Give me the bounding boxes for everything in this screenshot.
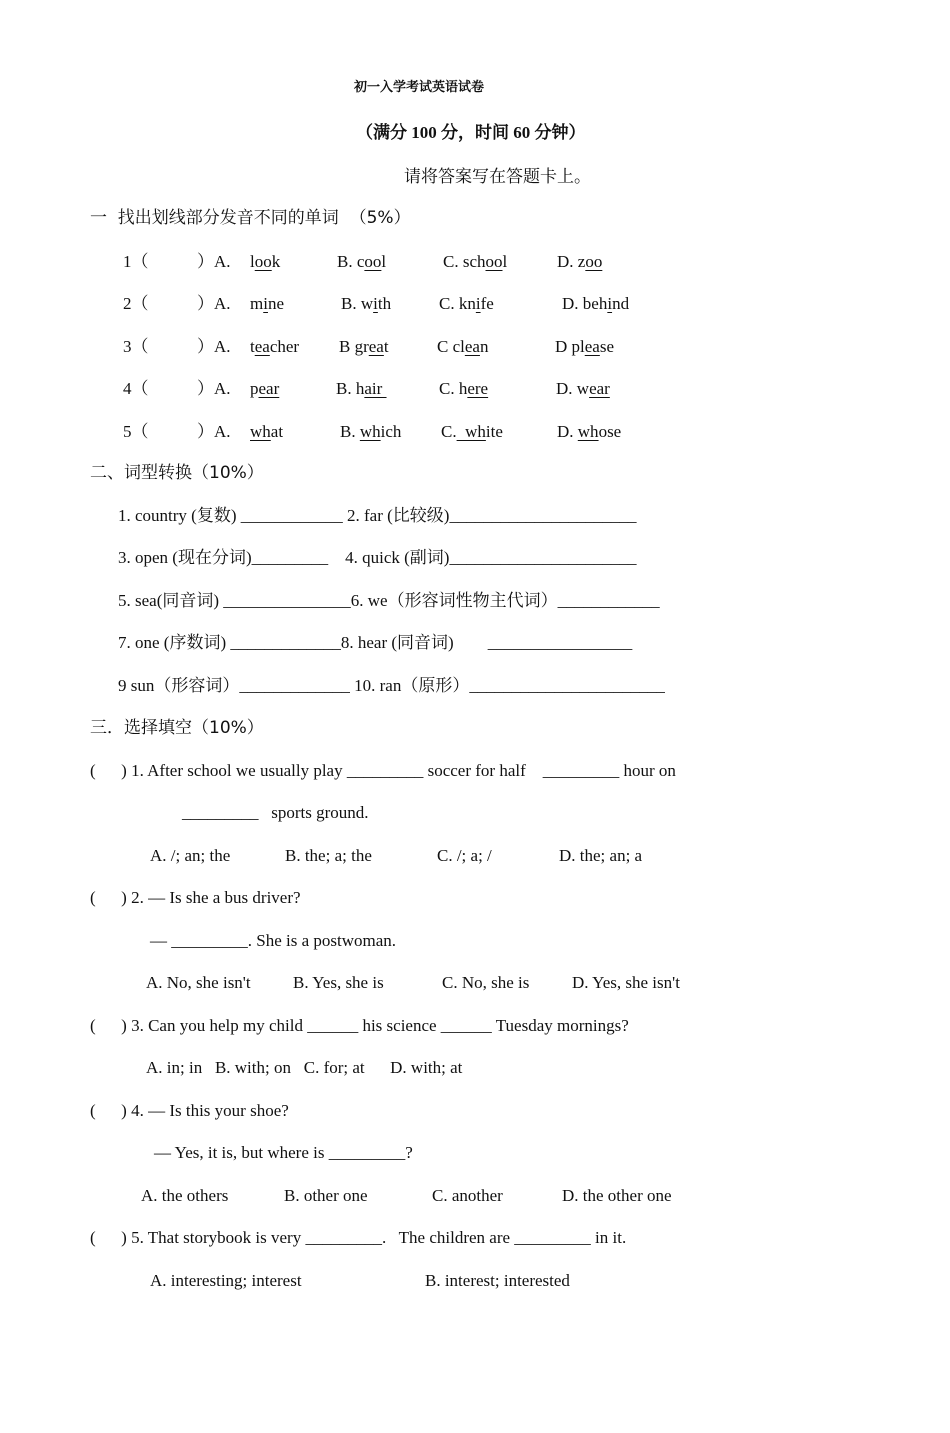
phonics-2-option-d [562, 294, 629, 314]
answer-bracket: ）A. [197, 337, 231, 356]
section1-heading: 一 找出划线部分发音不同的单词 （5%） [90, 208, 411, 228]
phonics-3-bracket [197, 337, 231, 357]
option-prefix: l [250, 252, 255, 271]
phonics-2-bracket [197, 294, 231, 314]
option-suffix: k [271, 252, 281, 271]
option-prefix: D pl [555, 337, 585, 356]
underlined-sound: wh [577, 422, 599, 441]
exam-title: 初一入学考试英语试卷 [354, 80, 485, 95]
phonics-5-option-d [557, 422, 621, 442]
phonics-3-option-c [437, 337, 488, 357]
option-suffix: ich [380, 422, 402, 441]
exam-subtitle: （满分 100 分，时间 60 分钟） [356, 123, 586, 142]
question-1-stem-cont: _________ sports ground. [182, 803, 369, 822]
option-prefix: m [250, 294, 264, 313]
option-prefix: B. w [341, 294, 374, 313]
question-3-stem: ( ) 3. Can you help my child ______ his science ______ Tuesday mornings? [90, 1016, 629, 1035]
question-2-stem: ( ) 2. — Is she a bus driver? [90, 888, 301, 907]
question-1-stem: ( ) 1. After school we usually play _________ soccer for half _________ hour on [90, 761, 676, 780]
underlined-sound: ear [589, 379, 610, 398]
option-prefix: C. sch [443, 252, 486, 271]
answer-instruction: 请将答案写在答题卡上。 [404, 167, 591, 187]
question-4-stem-cont: — Yes, it is, but where is _________? [154, 1143, 413, 1162]
question-4-stem: ( ) 4. — Is this your shoe? [90, 1101, 289, 1120]
phonics-1-option-b [337, 252, 386, 272]
phonics-5-number [123, 422, 149, 442]
answer-bracket: ）A. [197, 294, 231, 313]
option-prefix: C. kn [439, 294, 476, 313]
underlined-sound: ea [254, 337, 270, 356]
phonics-5-bracket [197, 422, 231, 442]
phonics-4-option-d [556, 379, 610, 399]
phonics-1-option-d [557, 252, 602, 272]
phonics-2-option-b [341, 294, 391, 314]
phonics-3-option-a [250, 337, 299, 357]
underlined-sound: wh [250, 422, 271, 441]
question-1-option-b: B. the; a; the [285, 846, 372, 865]
option-prefix: D. w [556, 379, 590, 398]
question-4-option-c: C. another [432, 1186, 503, 1205]
phonics-1-option-a [250, 252, 280, 272]
option-prefix: C cl [437, 337, 465, 356]
answer-bracket: ）A. [197, 252, 231, 271]
question-4-option-a: A. the others [141, 1186, 229, 1205]
underlined-sound: air [364, 379, 387, 398]
word-form-line-4: 7. one (序数词) _____________8. hear (同音词) _________________ [118, 633, 633, 652]
phonics-3-option-b [339, 337, 389, 357]
word-form-line-3: 5. sea(同音词) _______________6. we（形容词性物主代词）____________ [118, 591, 660, 610]
question-3-options: A. in; in B. with; on C. for; at D. with; at [146, 1058, 463, 1077]
option-suffix: th [377, 294, 392, 313]
question-2-option-d: D. Yes, she isn't [572, 973, 680, 992]
question-number: 2（ [123, 294, 149, 313]
option-suffix: at [270, 422, 284, 441]
phonics-1-bracket [197, 252, 231, 272]
word-form-line-1: 1. country (复数) ____________ 2. far (比较级)______________________ [118, 506, 637, 525]
underlined-sound: oo [485, 252, 503, 271]
option-prefix: D. [557, 422, 578, 441]
underlined-sound: wh [456, 422, 486, 441]
option-suffix: ose [598, 422, 622, 441]
question-number: 5（ [123, 422, 149, 441]
phonics-5-option-b [340, 422, 401, 442]
question-2-option-a: A. No, she isn't [146, 973, 251, 992]
phonics-2-number [123, 294, 149, 314]
phonics-5-option-c [441, 422, 503, 442]
option-prefix: D. beh [562, 294, 608, 313]
option-suffix: fe [480, 294, 494, 313]
section3-heading: 三．选择填空（10%） [90, 718, 264, 738]
section2-heading: 二、词型转换（10%） [90, 463, 264, 483]
option-suffix: l [381, 252, 387, 271]
option-suffix: ne [267, 294, 285, 313]
question-1-option-d: D. the; an; a [559, 846, 643, 865]
option-prefix: C. [441, 422, 457, 441]
underlined-sound: oo [364, 252, 382, 271]
underlined-sound: ea [464, 337, 480, 356]
phonics-4-number [123, 379, 149, 399]
underlined-sound: ear [258, 379, 280, 398]
underlined-sound: i [475, 294, 481, 313]
underlined-sound: i [607, 294, 613, 313]
question-1-option-a: A. /; an; the [150, 846, 231, 865]
question-2-stem-cont: — _________. She is a postwoman. [150, 931, 397, 950]
question-5-stem: ( ) 5. That storybook is very _________. The children are _________ in it. [90, 1228, 627, 1247]
phonics-4-option-b [336, 379, 387, 399]
option-prefix: B gr [339, 337, 369, 356]
answer-bracket: ）A. [197, 422, 231, 441]
underlined-sound: wh [359, 422, 381, 441]
word-form-line-2: 3. open (现在分词)_________ 4. quick (副词)______________________ [118, 548, 637, 567]
phonics-1-option-c [443, 252, 507, 272]
question-1-option-c: C. /; a; / [437, 846, 492, 865]
option-suffix: ite [485, 422, 503, 441]
question-5-option-b: B. interest; interested [425, 1271, 570, 1290]
answer-bracket: ）A. [197, 379, 231, 398]
option-prefix: t [250, 337, 255, 356]
option-suffix: se [599, 337, 615, 356]
phonics-4-option-c [439, 379, 488, 399]
question-number: 4（ [123, 379, 149, 398]
option-suffix: n [479, 337, 489, 356]
option-suffix: l [502, 252, 508, 271]
question-4-option-b: B. other one [284, 1186, 368, 1205]
option-suffix: cher [269, 337, 300, 356]
option-prefix: D. z [557, 252, 586, 271]
option-prefix: B. c [337, 252, 365, 271]
phonics-3-number [123, 337, 149, 357]
option-suffix: t [383, 337, 389, 356]
option-prefix: p [250, 379, 259, 398]
question-number: 3（ [123, 337, 149, 356]
phonics-2-option-c [439, 294, 494, 314]
phonics-3-option-d [555, 337, 614, 357]
underlined-sound: ea [368, 337, 384, 356]
underlined-sound: oo [254, 252, 272, 271]
phonics-2-option-a [250, 294, 284, 314]
phonics-5-option-a [250, 422, 283, 442]
underlined-sound: ea [584, 337, 600, 356]
option-prefix: B. h [336, 379, 365, 398]
option-suffix: nd [612, 294, 630, 313]
word-form-line-5: 9 sun（形容词）_____________ 10. ran（原形）_______________________ [118, 676, 665, 695]
question-4-option-d: D. the other one [562, 1186, 672, 1205]
underlined-sound: i [373, 294, 378, 313]
option-prefix: C. h [439, 379, 468, 398]
option-prefix: B. [340, 422, 360, 441]
phonics-4-option-a [250, 379, 279, 399]
underlined-sound: ere [467, 379, 489, 398]
question-5-option-a: A. interesting; interest [150, 1271, 302, 1290]
underlined-sound: i [263, 294, 268, 313]
question-2-option-b: B. Yes, she is [293, 973, 384, 992]
question-number: 1（ [123, 252, 149, 271]
phonics-1-number [123, 252, 149, 272]
question-2-option-c: C. No, she is [442, 973, 530, 992]
underlined-sound: oo [585, 252, 603, 271]
phonics-4-bracket [197, 379, 231, 399]
